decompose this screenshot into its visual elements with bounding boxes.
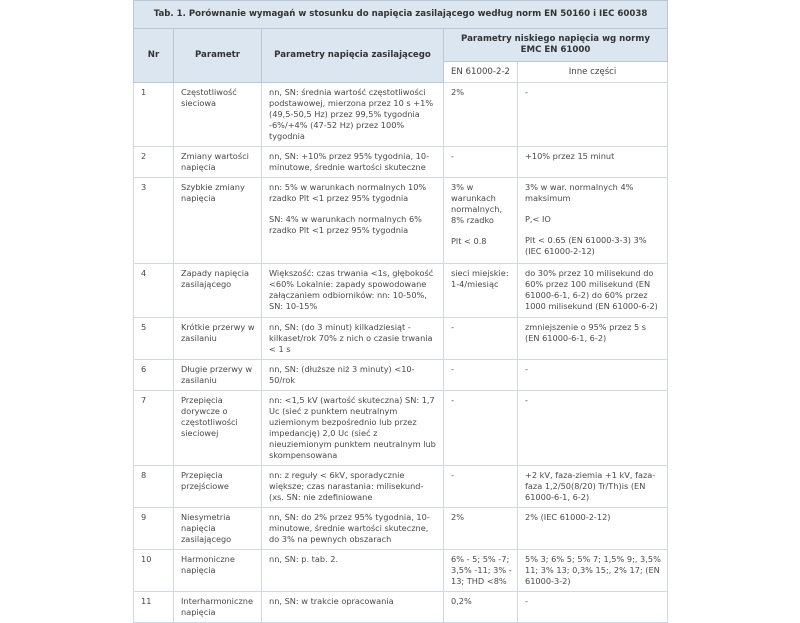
row-en61000: 2%: [444, 508, 518, 550]
row-nr: 11: [134, 592, 174, 623]
table-row: [134, 318, 668, 360]
row-desc: [262, 178, 444, 264]
table-row: [134, 83, 668, 147]
row-en61000: 0,2%: [444, 592, 518, 623]
table-row: [134, 360, 668, 391]
row-nr: 4: [134, 264, 174, 318]
row-param: Długie przerwy w zasilaniu: [174, 360, 262, 391]
caption-row: [134, 1, 668, 29]
row-param: Przepięcia dorywcze o częstotliwości sieciowej: [174, 391, 262, 466]
row-desc: nn, SN: +10% przez 95% tygodnia, 10-minutowe, średnie wartości skuteczne: [262, 147, 444, 178]
row-en61000: -: [444, 391, 518, 466]
row-nr: 1: [134, 83, 174, 147]
row-desc: nn, SN: p. tab. 2.: [262, 550, 444, 592]
row-en-b: Plt < 0.8: [451, 236, 487, 246]
row-nr: 6: [134, 360, 174, 391]
row-inne: -: [518, 391, 668, 466]
table-row: [134, 508, 668, 550]
row-inne-c: Plt < 0.65 (EN 61000-3-3) 3% (IEC 61000-2-12): [525, 235, 647, 256]
header-row-1: [134, 29, 668, 62]
row-param: Zapady napięcia zasilającego: [174, 264, 262, 318]
row-desc-nn: nn: 5% w warunkach normalnych 10% rzadko Plt <1 przez 95% tygodnia: [269, 182, 427, 203]
row-en61000: -: [444, 466, 518, 508]
row-inne-a: 3% w war. normalnych 4% maksimum: [525, 182, 634, 203]
row-desc: nn, SN: do 2% przez 95% tygodnia, 10-minutowe, średnie wartości skuteczne, do 3% na pewnych obszarach: [262, 508, 444, 550]
row-inne: -: [518, 360, 668, 391]
row-inne: 5% 3; 6% 5; 5% 7; 1,5% 9;, 3,5% 11; 3% 13; 0,3% 15;, 2% 17; (EN 61000-3-2): [518, 550, 668, 592]
row-inne: [518, 178, 668, 264]
table-row: [134, 178, 668, 264]
row-param: Zmiany wartości napięcia: [174, 147, 262, 178]
row-en-a: 3% w warunkach normalnych, 8% rzadko: [451, 182, 503, 225]
row-nr: 10: [134, 550, 174, 592]
row-inne: +10% przez 15 minut: [518, 147, 668, 178]
table-row: [134, 391, 668, 466]
row-en61000: -: [444, 147, 518, 178]
row-param: Szybkie zmiany napięcia: [174, 178, 262, 264]
row-nr: 8: [134, 466, 174, 508]
row-desc: nn, SN: (do 3 minut) kilkadziesiąt - kilkaset/rok 70% z nich o czasie trwania < 1 s: [262, 318, 444, 360]
table-row: [134, 147, 668, 178]
row-param: Harmoniczne napięcia: [174, 550, 262, 592]
comparison-table-container: [133, 0, 667, 617]
row-nr: 2: [134, 147, 174, 178]
header-emc-group: Parametry niskiego napięcia wg normy EMC EN 61000: [444, 29, 668, 62]
row-en61000: 6% - 5; 5% -7; 3,5% -11; 3% - 13; THD <8%: [444, 550, 518, 592]
header-parametr: Parametr: [174, 29, 262, 83]
row-desc: nn: <1,5 kV (wartość skuteczna) SN: 1,7 Uc (sieć z punktem neutralnym uziemionym bezpośrednio lub przez impedancję) 2,0 Uc (sieć z nieuziemionym punktem neutralnym lub skompensowana: [262, 391, 444, 466]
comparison-table: [133, 0, 668, 623]
row-inne: +2 kV, faza-ziemia +1 kV, faza-faza 1,2/50(8/20) Tr/Th)is (EN 61000-6-1, 6-2): [518, 466, 668, 508]
row-inne: -: [518, 592, 668, 623]
table-row: [134, 466, 668, 508]
row-desc-sn: SN: 4% w warunkach normalnych 6% rzadko Plt <1 przez 95% tygodnia: [269, 214, 422, 235]
row-inne: zmniejszenie o 95% przez 5 s (EN 61000-6-1, 6-2): [518, 318, 668, 360]
row-desc: nn: z reguły < 6kV, sporadycznie większe; czas narastania: milisekund-(xs. SN: nie zdefiniowane: [262, 466, 444, 508]
row-param: Częstotliwość sieciowa: [174, 83, 262, 147]
header-inne-czesci: Inne części: [518, 62, 668, 83]
row-nr: 9: [134, 508, 174, 550]
header-parametry-napiecia: Parametry napięcia zasilającego: [262, 29, 444, 83]
header-nr: Nr: [134, 29, 174, 83]
row-desc: Większość: czas trwania <1s, głębokość <60% Lokalnie: zapady spowodowane załączaniem odbiorników: nn: 10-50%, SN: 10-15%: [262, 264, 444, 318]
header-en61000-2-2: EN 61000-2-2: [444, 62, 518, 83]
row-param: Krótkie przerwy w zasilaniu: [174, 318, 262, 360]
table-row: [134, 592, 668, 623]
row-en61000: -: [444, 360, 518, 391]
table-row: [134, 550, 668, 592]
row-param: Interharmoniczne napięcia: [174, 592, 262, 623]
row-param: Niesymetria napięcia zasilającego: [174, 508, 262, 550]
row-nr: 5: [134, 318, 174, 360]
row-en61000: [444, 178, 518, 264]
row-inne: -: [518, 83, 668, 147]
row-en61000: -: [444, 318, 518, 360]
row-param: Przepięcia przejściowe: [174, 466, 262, 508]
row-en61000: sieci miejskie: 1-4/miesiąc: [444, 264, 518, 318]
row-inne: do 30% przez 10 milisekund do 60% przez 100 milisekund (EN 61000-6-1, 6-2) do 60% przez 1000 milisekund (EN 61000-6-2): [518, 264, 668, 318]
row-desc: nn, SN: średnia wartość częstotliwości podstawowej, mierzona przez 10 s +1% (49,5-50,5 Hz) przez 99,5% tygodnia -6%/+4% (47-52 Hz) przez 100% tygodnia: [262, 83, 444, 147]
row-desc: nn, SN: (dłuższe niż 3 minuty) <10-50/rok: [262, 360, 444, 391]
table-caption: Tab. 1. Porównanie wymagań w stosunku do napięcia zasilającego według norm EN 50160 i IEC 60038: [134, 1, 668, 29]
table-row: [134, 264, 668, 318]
row-inne: 2% (IEC 61000-2-12): [518, 508, 668, 550]
row-en61000: 2%: [444, 83, 518, 147]
row-desc: nn, SN: w trakcie opracowania: [262, 592, 444, 623]
row-nr: 3: [134, 178, 174, 264]
row-inne-b: P,< IO: [525, 214, 551, 224]
row-nr: 7: [134, 391, 174, 466]
